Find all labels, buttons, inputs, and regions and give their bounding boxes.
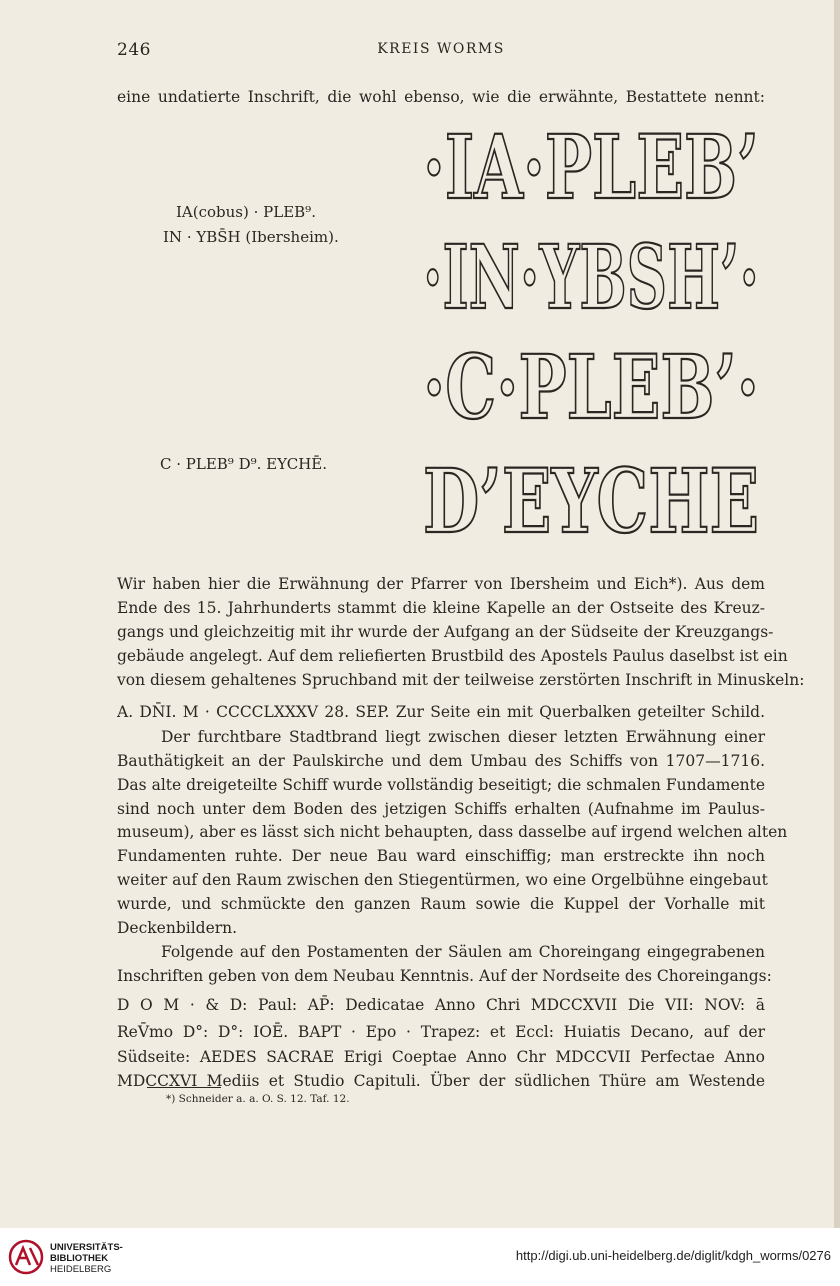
body-line: MDCCXVI Mediis et Studio Capituli. Über der südlichen Thüre am Westende bbox=[117, 1072, 765, 1090]
transcription-line: C · PLEB⁹ D⁹. EYCHĒ. bbox=[160, 455, 328, 473]
body-line: D O M · & D: Paul: AP̄: Dedicatae Anno Chri MDCCXVII Die VII: NOV: ā bbox=[117, 996, 765, 1014]
page-number: 246 bbox=[117, 40, 151, 60]
footnote-rule bbox=[147, 1087, 221, 1088]
body-line: Bauthätigkeit an der Paulskirche und dem Umbau des Schiffs von 1707—1716. bbox=[117, 752, 765, 770]
body-line: Fundamenten ruhte. Der neue Bau ward einschiffig; man erstreckte ihn noch bbox=[117, 847, 765, 865]
body-line: Folgende auf den Postamenten der Säulen am Choreingang eingegrabenen bbox=[161, 943, 765, 961]
body-line: Deckenbildern. bbox=[117, 919, 238, 937]
transcription-line: IN · YBS̄H (Ibersheim). bbox=[163, 228, 339, 246]
body-line: ReV̄mo D°: D°: IOĒ. BAPT · Epo · Trapez: et Eccl: Huiatis Decano, auf der bbox=[117, 1023, 765, 1041]
body-line: gebäude angelegt. Auf dem reliefierten Brustbild des Apostels Paulus daselbst ist ein bbox=[117, 647, 788, 665]
gothic-inscription-image bbox=[418, 115, 764, 558]
gothic-inscription-line bbox=[418, 225, 764, 329]
body-line: gangs und gleichzeitig mit ihr wurde der Aufgang an der Südseite der Kreuzgangs- bbox=[117, 623, 774, 641]
body-line: weiter auf den Raum zwischen den Stiegentürmen, wo eine Orgelbühne eingebaut bbox=[117, 871, 768, 889]
body-line: Südseite: AEDES SACRAE Erigi Coeptae Anno Chr MDCCVII Perfectae Anno bbox=[117, 1048, 765, 1066]
gothic-inscription-line bbox=[418, 335, 764, 439]
svg-text:·C·PLEB’·: ·C·PLEB’· bbox=[423, 335, 759, 439]
body-line: Inschriften geben von dem Neubau Kenntnis. Auf der Nordseite des Choreingangs: bbox=[117, 967, 772, 985]
body-line: sind noch unter dem Boden des jetzigen Schiffs erhalten (Aufnahme im Paulus- bbox=[117, 800, 765, 818]
intro-line: eine undatierte Inschrift, die wohl ebenso, wie die erwähnte, Bestattete nennt: bbox=[117, 88, 765, 106]
svg-text:D’EYCHE: D’EYCHE bbox=[423, 449, 759, 553]
library-name bbox=[50, 1242, 123, 1275]
body-line: Ende des 15. Jahrhunderts stammt die kleine Kapelle an der Ostseite des Kreuz- bbox=[117, 599, 765, 617]
viewer-footer bbox=[0, 1228, 840, 1286]
body-line: Der furchtbare Stadtbrand liegt zwischen dieser letzten Erwähnung einer bbox=[161, 728, 765, 746]
body-line: museum), aber es lässt sich nicht behaupten, dass dasselbe auf irgend welchen alten bbox=[117, 823, 788, 841]
university-seal-icon bbox=[8, 1236, 44, 1278]
page-header bbox=[117, 40, 765, 62]
gothic-inscription-line bbox=[418, 115, 764, 219]
svg-text:·IN·YBSH’·: ·IN·YBSH’· bbox=[423, 225, 759, 329]
body-line: wurde, und schmückte den ganzen Raum sowie die Kuppel der Vorhalle mit bbox=[117, 895, 765, 913]
body-line: Das alte dreigeteilte Schiff wurde vollständig beseitigt; die schmalen Fundamente bbox=[117, 776, 765, 794]
library-name-line: UNIVERSITÄTS- bbox=[50, 1242, 123, 1253]
svg-text:·IA·PLEB’: ·IA·PLEB’ bbox=[423, 115, 759, 219]
body-line: A. DN̄I. M · CCCCLXXXV 28. SEP. Zur Seite ein mit Querbalken geteilter Schild. bbox=[117, 703, 765, 721]
permalink-url[interactable]: http://digi.ub.uni-heidelberg.de/diglit/kdgh_worms/0276 bbox=[515, 1248, 831, 1263]
transcription-line: IA(cobus) · PLEB⁹. bbox=[176, 203, 316, 221]
running-title: KREIS WORMS bbox=[377, 41, 505, 57]
body-line: von diesem gehaltenes Spruchband mit der teilweise zerstörten Inschrift in Minuskeln: bbox=[117, 671, 805, 689]
page-edge bbox=[834, 0, 840, 1228]
gothic-inscription-line bbox=[418, 448, 764, 553]
body-line: Wir haben hier die Erwähnung der Pfarrer von Ibersheim und Eich*). Aus dem bbox=[117, 575, 765, 593]
library-name-line: HEIDELBERG bbox=[50, 1264, 112, 1275]
library-name-line: BIBLIOTHEK bbox=[50, 1253, 109, 1264]
footnote: *) Schneider a. a. O. S. 12. Taf. 12. bbox=[166, 1093, 350, 1105]
